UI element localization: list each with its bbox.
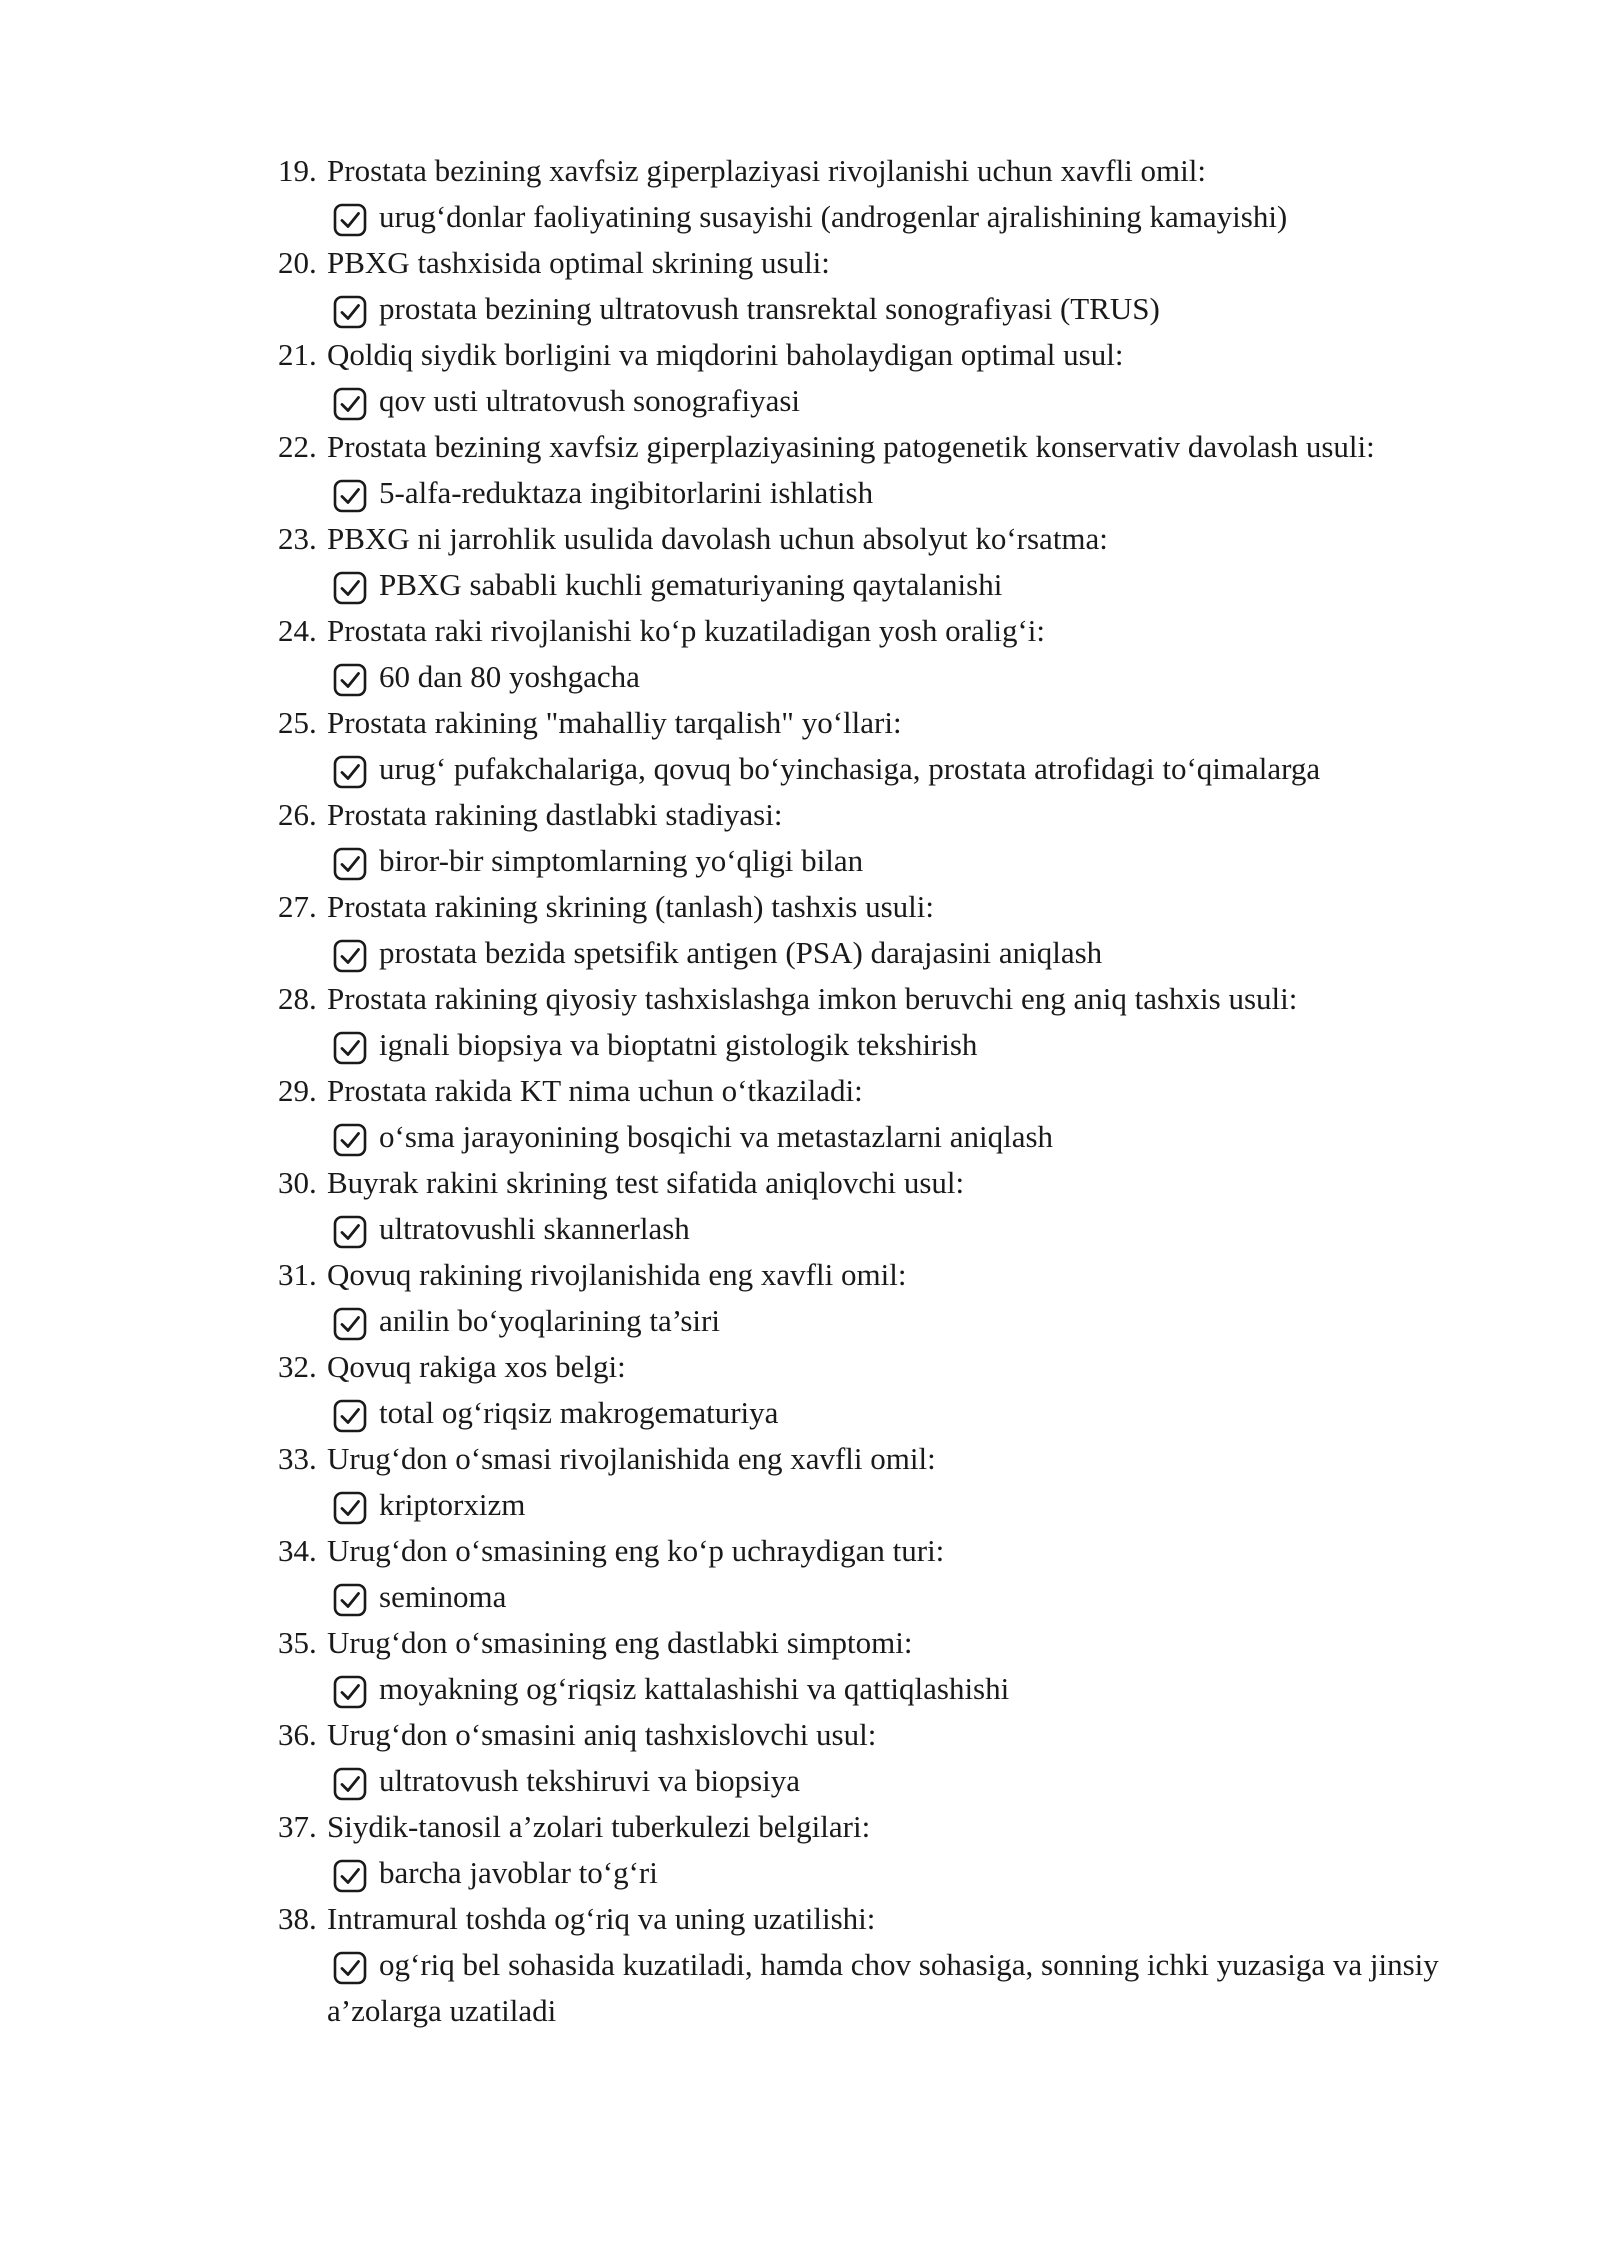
answer-line	[278, 1114, 1500, 1160]
checkbox-checked-icon	[332, 1950, 368, 1986]
answer-line	[278, 1574, 1500, 1620]
answer-text: barcha javoblar to‘g‘ri	[379, 1855, 658, 1890]
question-number: 32.	[278, 1349, 317, 1384]
question-line	[278, 976, 1500, 1022]
question-text: Qovuq rakiga xos belgi:	[327, 1349, 626, 1384]
question-number: 31.	[278, 1257, 317, 1292]
checkbox-checked-icon	[332, 202, 368, 238]
question-item	[278, 1344, 1500, 1436]
question-text: Prostata bezining xavfsiz giperplaziyasining patogenetik konservativ davolash usuli:	[327, 429, 1375, 464]
question-line	[278, 1528, 1500, 1574]
answer-text: prostata bezida spetsifik antigen (PSA) darajasini aniqlash	[379, 935, 1103, 970]
question-item	[278, 1160, 1500, 1252]
answer-line	[278, 654, 1500, 700]
checkbox-checked-icon	[332, 1398, 368, 1434]
question-item	[278, 1436, 1500, 1528]
question-item	[278, 332, 1500, 424]
question-item	[278, 424, 1500, 516]
answer-text: urug‘ pufakchalariga, qovuq bo‘yinchasiga, prostata atrofidagi to‘qimalarga	[379, 751, 1321, 786]
question-line	[278, 240, 1500, 286]
answer-line	[278, 1022, 1500, 1068]
question-number: 38.	[278, 1901, 317, 1936]
question-number: 22.	[278, 429, 317, 464]
question-item	[278, 516, 1500, 608]
question-number: 36.	[278, 1717, 317, 1752]
answer-line	[278, 1850, 1500, 1896]
question-number: 28.	[278, 981, 317, 1016]
checkbox-checked-icon	[332, 662, 368, 698]
question-line	[278, 608, 1500, 654]
question-item	[278, 1896, 1500, 2034]
question-text: Qoldiq siydik borligini va miqdorini baholaydigan optimal usul:	[327, 337, 1124, 372]
question-line	[278, 148, 1500, 194]
answer-text: PBXG sababli kuchli gematuriyaning qaytalanishi	[379, 567, 1003, 602]
question-item	[278, 1068, 1500, 1160]
answer-line	[278, 286, 1500, 332]
question-line	[278, 516, 1500, 562]
question-item	[278, 1252, 1500, 1344]
question-item	[278, 976, 1500, 1068]
checkbox-checked-icon	[332, 294, 368, 330]
answer-line	[278, 1758, 1500, 1804]
question-line	[278, 792, 1500, 838]
answer-line	[278, 378, 1500, 424]
question-number: 23.	[278, 521, 317, 556]
question-line	[278, 1252, 1500, 1298]
answer-line	[278, 194, 1500, 240]
question-number: 29.	[278, 1073, 317, 1108]
checkbox-checked-icon	[332, 1674, 368, 1710]
question-line	[278, 1068, 1500, 1114]
question-number: 25.	[278, 705, 317, 740]
question-text: Prostata rakining qiyosiy tashxislashga imkon beruvchi eng aniq tashxis usuli:	[327, 981, 1298, 1016]
answer-text: 5-alfa-reduktaza ingibitorlarini ishlatish	[379, 475, 874, 510]
answer-text: total og‘riqsiz makrogematuriya	[379, 1395, 779, 1430]
question-line	[278, 1160, 1500, 1206]
question-line	[278, 424, 1500, 470]
question-text: PBXG tashxisida optimal skrining usuli:	[327, 245, 830, 280]
question-line	[278, 1712, 1500, 1758]
checkbox-checked-icon	[332, 1030, 368, 1066]
question-item	[278, 1712, 1500, 1804]
answer-line	[278, 1298, 1500, 1344]
answer-text: ultratovushli skannerlash	[379, 1211, 690, 1246]
question-number: 20.	[278, 245, 317, 280]
answer-line	[278, 470, 1500, 516]
question-number: 24.	[278, 613, 317, 648]
answer-line	[278, 1206, 1500, 1252]
question-text: Intramural toshda og‘riq va uning uzatilishi:	[327, 1901, 876, 1936]
question-text: Urug‘don o‘smasini aniq tashxislovchi usul:	[327, 1717, 877, 1752]
answer-text: 60 dan 80 yoshgacha	[379, 659, 640, 694]
question-number: 30.	[278, 1165, 317, 1200]
answer-line	[278, 746, 1500, 792]
question-text: Prostata rakining "mahalliy tarqalish" yo‘llari:	[327, 705, 902, 740]
question-item	[278, 1620, 1500, 1712]
question-number: 27.	[278, 889, 317, 924]
answer-line	[278, 562, 1500, 608]
question-text: PBXG ni jarrohlik usulida davolash uchun absolyut ko‘rsatma:	[327, 521, 1108, 556]
answer-text: prostata bezining ultratovush transrektal sonografiyasi (TRUS)	[379, 291, 1160, 326]
answer-line	[278, 1666, 1500, 1712]
question-text: Prostata rakida KT nima uchun o‘tkaziladi:	[327, 1073, 863, 1108]
question-text: Prostata rakining dastlabki stadiyasi:	[327, 797, 783, 832]
question-text: Siydik-tanosil a’zolari tuberkulezi belgilari:	[327, 1809, 871, 1844]
question-list	[278, 148, 1500, 2034]
answer-text: biror-bir simptomlarning yo‘qligi bilan	[379, 843, 864, 878]
checkbox-checked-icon	[332, 1858, 368, 1894]
question-text: Qovuq rakining rivojlanishida eng xavfli omil:	[327, 1257, 907, 1292]
question-text: Prostata bezining xavfsiz giperplaziyasi rivojlanishi uchun xavfli omil:	[327, 153, 1206, 188]
question-number: 37.	[278, 1809, 317, 1844]
question-item	[278, 792, 1500, 884]
checkbox-checked-icon	[332, 1766, 368, 1802]
question-text: Urug‘don o‘smasining eng dastlabki simptomi:	[327, 1625, 913, 1660]
question-item	[278, 1804, 1500, 1896]
question-text: Urug‘don o‘smasi rivojlanishida eng xavfli omil:	[327, 1441, 936, 1476]
question-line	[278, 884, 1500, 930]
question-text: Prostata rakining skrining (tanlash) tashxis usuli:	[327, 889, 935, 924]
question-line	[278, 700, 1500, 746]
answer-line	[278, 1942, 1500, 2034]
question-number: 19.	[278, 153, 317, 188]
question-number: 33.	[278, 1441, 317, 1476]
question-line	[278, 332, 1500, 378]
answer-text: kriptorxizm	[379, 1487, 526, 1522]
checkbox-checked-icon	[332, 754, 368, 790]
checkbox-checked-icon	[332, 938, 368, 974]
checkbox-checked-icon	[332, 1490, 368, 1526]
checkbox-checked-icon	[332, 1582, 368, 1618]
question-item	[278, 240, 1500, 332]
checkbox-checked-icon	[332, 1306, 368, 1342]
question-number: 34.	[278, 1533, 317, 1568]
answer-text: og‘riq bel sohasida kuzatiladi, hamda chov sohasiga, sonning ichki yuzasiga va jinsiy a’zolarga uzatiladi	[327, 1947, 1439, 2028]
answer-line	[278, 930, 1500, 976]
answer-text: seminoma	[379, 1579, 507, 1614]
question-text: Buyrak rakini skrining test sifatida aniqlovchi usul:	[327, 1165, 965, 1200]
question-line	[278, 1344, 1500, 1390]
question-item	[278, 148, 1500, 240]
answer-text: ultratovush tekshiruvi va biopsiya	[379, 1763, 801, 1798]
answer-text: anilin bo‘yoqlarining ta’siri	[379, 1303, 720, 1338]
answer-text: ignali biopsiya va bioptatni gistologik tekshirish	[379, 1027, 978, 1062]
checkbox-checked-icon	[332, 846, 368, 882]
checkbox-checked-icon	[332, 1122, 368, 1158]
checkbox-checked-icon	[332, 478, 368, 514]
question-item	[278, 1528, 1500, 1620]
question-line	[278, 1620, 1500, 1666]
question-item	[278, 700, 1500, 792]
question-line	[278, 1436, 1500, 1482]
question-line	[278, 1896, 1500, 1942]
checkbox-checked-icon	[332, 570, 368, 606]
question-text: Prostata raki rivojlanishi ko‘p kuzatiladigan yosh oralig‘i:	[327, 613, 1046, 648]
answer-text: o‘sma jarayonining bosqichi va metastazlarni aniqlash	[379, 1119, 1054, 1154]
question-number: 35.	[278, 1625, 317, 1660]
checkbox-checked-icon	[332, 386, 368, 422]
checkbox-checked-icon	[332, 1214, 368, 1250]
question-item	[278, 608, 1500, 700]
question-line	[278, 1804, 1500, 1850]
question-number: 26.	[278, 797, 317, 832]
answer-line	[278, 1482, 1500, 1528]
question-number: 21.	[278, 337, 317, 372]
answer-text: moyakning og‘riqsiz kattalashishi va qattiqlashishi	[379, 1671, 1010, 1706]
answer-line	[278, 838, 1500, 884]
question-item	[278, 884, 1500, 976]
answer-text: urug‘donlar faoliyatining susayishi (androgenlar ajralishining kamayishi)	[379, 199, 1288, 234]
answer-text: qov usti ultratovush sonografiyasi	[379, 383, 801, 418]
question-text: Urug‘don o‘smasining eng ko‘p uchraydigan turi:	[327, 1533, 945, 1568]
answer-line	[278, 1390, 1500, 1436]
